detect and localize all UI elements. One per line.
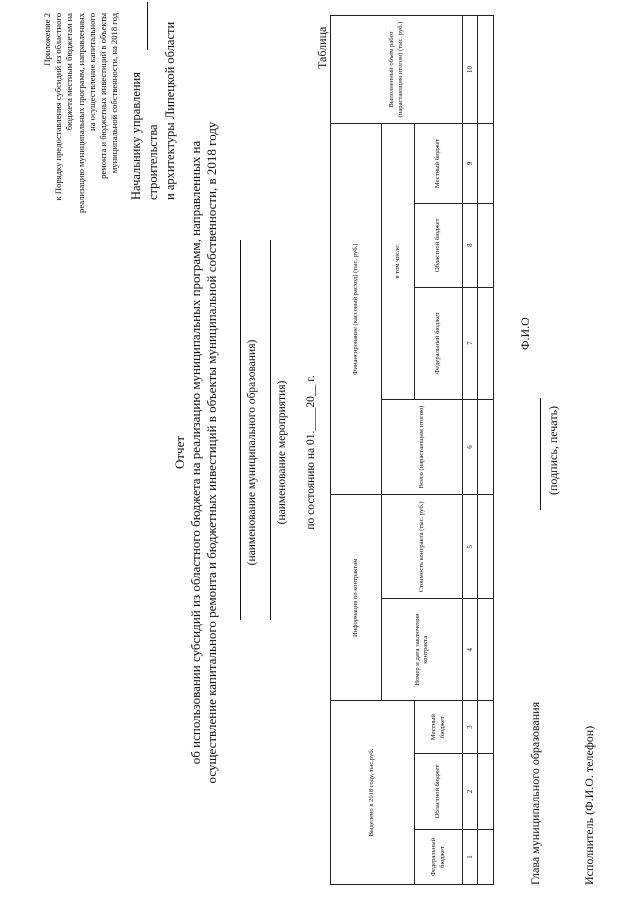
header-including: в том числе:: [382, 123, 415, 399]
report-date: по состоянию на 01.____20__ г.: [305, 375, 317, 530]
report-subtitle: осуществление капитального ремонта и бюджетных инвестиций в объекты муниципальной собственности, в 2018 году: [204, 121, 219, 784]
header-allocated: Выделено в 2018 году, тыс.руб.: [331, 701, 415, 885]
appendix-number: Приложение 2: [42, 13, 52, 66]
header-financed: Финансирование (кассовый расход) (тыс. руб.): [331, 123, 382, 495]
measure-line: [270, 240, 271, 620]
header-total: Всего (нарастающим итогом): [382, 399, 463, 495]
column-number: 7: [463, 287, 478, 399]
appendix-line: реализацию муниципальных программ, направленных на осуществление капитального: [75, 13, 97, 213]
column-number: 9: [463, 123, 478, 203]
data-cell[interactable]: [478, 16, 494, 124]
head-label: Глава муниципального образования: [528, 701, 542, 885]
header-completed: Выполненный объем работ (нарастающим итогом) (тыс. руб.): [331, 16, 463, 124]
table-caption: Таблица: [315, 26, 329, 69]
measure-caption: (наименование мероприятия): [276, 380, 288, 525]
report-subtitle: об использовании субсидий из областного бюджета на реализацию муниципальных программ, направленных на: [188, 140, 203, 765]
column-number: 4: [463, 599, 478, 701]
header-fin-local: Местный бюджет: [415, 123, 463, 203]
signature-line: [540, 398, 541, 510]
report-title: Отчет: [172, 435, 187, 470]
municipality-caption: (наименование муниципального образования): [246, 339, 258, 566]
executor-label: Исполнитель (Ф.И.О. телефон): [582, 725, 596, 885]
data-cell[interactable]: [478, 203, 494, 287]
data-cell[interactable]: [478, 287, 494, 399]
data-cell[interactable]: [478, 754, 494, 830]
data-cell[interactable]: [478, 123, 494, 203]
data-cell[interactable]: [478, 830, 494, 885]
addressee-line: Начальнику управления строительства: [129, 72, 160, 200]
addressee-signature-line: [147, 2, 148, 50]
header-fin-federal: Федеральный бюджет: [415, 287, 463, 399]
header-local: Местный бюджет: [415, 701, 463, 754]
header-contracts: Информация по контрактам: [331, 495, 382, 701]
header-contract-number: Номер и дата заключения контракта: [382, 599, 463, 701]
report-table: [330, 15, 494, 885]
header-contract-cost: Стоимость контракта (тыс. руб.): [382, 495, 463, 599]
appendix-line: ремонта и бюджетных инвестиций в объекты муниципальной собственности, на 2018 год: [98, 13, 120, 179]
addressee-line: и архитектуры Липецкой области: [163, 21, 177, 200]
header-federal: Федеральный бюджет: [415, 830, 463, 885]
appendix-header: [42, 13, 120, 213]
column-number: 8: [463, 203, 478, 287]
fio-label: Ф.И.О: [518, 317, 532, 350]
column-number: 2: [463, 754, 478, 830]
data-cell[interactable]: [478, 399, 494, 495]
column-number: 1: [463, 830, 478, 885]
data-cell[interactable]: [478, 701, 494, 754]
column-number: 6: [463, 399, 478, 495]
header-regional: Областной бюджет: [415, 754, 463, 830]
column-number: 10: [463, 16, 478, 124]
municipality-line: [240, 240, 241, 620]
data-cell[interactable]: [478, 599, 494, 701]
column-number: 3: [463, 701, 478, 754]
header-fin-regional: Областной бюджет: [415, 203, 463, 287]
appendix-line: к Порядку предоставления субсидий из областного бюджета местным бюджетам на: [53, 13, 75, 201]
column-number: 5: [463, 495, 478, 599]
data-cell[interactable]: [478, 495, 494, 599]
signature-caption: (подпись, печать): [546, 405, 560, 495]
